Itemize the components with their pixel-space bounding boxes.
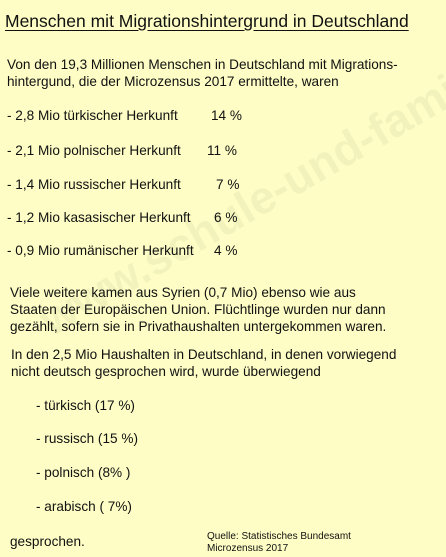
origin-row: [7, 107, 247, 125]
para3-line-1: In den 2,5 Mio Haushalten in Deutschland, in denen vorwiegend: [11, 347, 397, 362]
language-item: - polnisch (8% ): [36, 465, 131, 480]
origin-percent: 11 %: [207, 143, 237, 158]
intro-line-2: hintergund, die der Microzensus 2017 ermittelte, waren: [7, 74, 339, 89]
language-item: - russisch (15 %): [36, 431, 138, 446]
origin-text: - 0,9 Mio rumänischer Herkunft: [7, 243, 194, 258]
origin-text: - 2,1 Mio polnischer Herkunft: [7, 143, 181, 158]
source-line-2: Microzensus 2017: [207, 543, 289, 554]
origin-percent: 4 %: [214, 243, 238, 258]
origin-text: - 1,2 Mio kasasischer Herkunft: [7, 210, 191, 225]
source-line-1: Quelle: Statistisches Bundesamt: [207, 531, 351, 542]
para2-line-2: Staaten der Europäischen Union. Flüchtlinge wurden nur dann: [10, 302, 386, 317]
language-item: - arabisch ( 7%): [36, 499, 132, 514]
origin-row: [7, 176, 247, 194]
origin-percent: 14 %: [211, 108, 242, 123]
para2-line-3: gezählt, sofern sie in Privathaushalten untergekommen waren.: [10, 319, 387, 334]
origin-percent: 7 %: [216, 177, 240, 192]
closing-text: gesprochen.: [10, 534, 85, 549]
origin-row: [7, 209, 247, 227]
origin-percent: 6 %: [214, 210, 238, 225]
language-item: - türkisch (17 %): [36, 398, 135, 413]
page-title: Menschen mit Migrationshintergrund in Deutschland: [5, 11, 409, 31]
origin-text: - 1,4 Mio russischer Herkunft: [7, 177, 181, 192]
intro-line-1: Von den 19,3 Millionen Menschen in Deutschland mit Migrations-: [7, 57, 398, 72]
origin-row: [7, 242, 247, 260]
origin-text: - 2,8 Mio türkischer Herkunft: [7, 108, 178, 123]
para3-line-2: nicht deutsch gesprochen wird, wurde überwiegend: [11, 364, 321, 379]
origin-row: [7, 142, 247, 160]
para2-line-1: Viele weitere kamen aus Syrien (0,7 Mio) ebenso wie aus: [10, 285, 356, 300]
